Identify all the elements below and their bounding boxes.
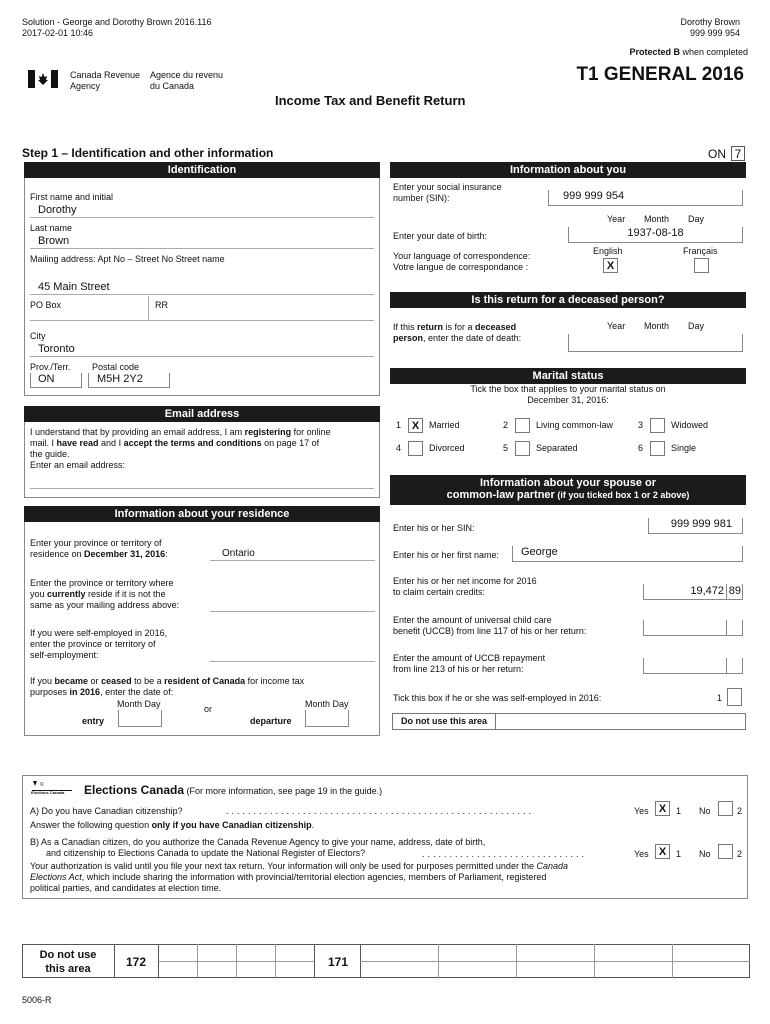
divider	[594, 944, 595, 978]
citizenship-question: A) Do you have Canadian citizenship?	[30, 806, 183, 816]
marital-option-number: 2	[503, 420, 509, 430]
departure-label: departure	[250, 716, 292, 726]
authorize-no-checkbox[interactable]	[718, 844, 733, 859]
cra-english: Canada Revenue Agency	[70, 70, 141, 91]
first-name-field[interactable]: Dorothy	[30, 204, 374, 218]
dob-label: Enter your date of birth:	[393, 231, 488, 241]
residence-q3: If you were self-employed in 2016, enter the province or territory of self-employment:	[30, 628, 168, 660]
datetime: 2017-02-01 10:46	[22, 28, 94, 38]
city-label: City	[30, 331, 46, 341]
leader-dots: ..............................	[422, 849, 588, 859]
marital-option-label: Single	[671, 443, 697, 453]
marital-checkbox-living-common-law[interactable]	[515, 418, 530, 433]
spouse-self-employed-checkbox[interactable]	[727, 688, 742, 706]
citizenship-yes-label: Yes	[634, 806, 649, 816]
divider	[672, 944, 673, 978]
residence-bar: Information about your residence	[24, 506, 380, 522]
deceased-bar: Is this return for a deceased person?	[390, 292, 746, 308]
email-field[interactable]	[30, 488, 374, 489]
citizenship-yes-checkbox[interactable]: X	[655, 801, 670, 816]
departure-month-day-label: Month Day	[305, 699, 349, 709]
divider	[114, 944, 115, 978]
marital-option-label: Married	[429, 420, 460, 430]
taxpayer-sin: 999 999 954	[689, 28, 740, 38]
language-label: Your language of correspondence: Votre langue de correspondance :	[393, 251, 531, 272]
cra-french: Agence du revenu du Canada	[150, 70, 224, 91]
spouse-self-employed-label: Tick this box if he or she was self-employed in 2016:	[393, 693, 602, 703]
spouse-sin-field[interactable]: 999 999 981	[648, 518, 743, 534]
elections-canada-logo: © Elections Canada	[30, 779, 75, 795]
svg-text:©: ©	[40, 782, 44, 788]
authorization-question-2: and citizenship to Elections Canada to update the National Register of Electors?	[46, 848, 366, 858]
spouse-first-name-label: Enter his or her first name:	[393, 550, 500, 560]
citizenship-follow-note: Answer the following question only if you have Canadian citizenship.	[30, 820, 315, 830]
divider	[360, 961, 750, 962]
divider	[516, 944, 517, 978]
citizenship-no-label: No	[699, 806, 711, 816]
spouse-sin-label: Enter his or her SIN:	[393, 523, 475, 533]
authorize-no-label: No	[699, 849, 711, 859]
current-province-field[interactable]	[210, 611, 375, 612]
leader-dots: ........................................................	[226, 806, 535, 816]
divider	[197, 944, 198, 978]
elections-title: Elections Canada (For more information, see page 19 in the guide.)	[84, 783, 383, 797]
spouse-income-field[interactable]: 19,472 89	[643, 584, 743, 600]
entry-month-day-label: Month Day	[117, 699, 161, 709]
marital-option-label: Separated	[536, 443, 578, 453]
marital-option-number: 4	[396, 443, 402, 453]
authorize-yes-label: Yes	[634, 849, 649, 859]
self-employment-province-field[interactable]	[210, 661, 375, 662]
spouse-income-label: Enter his or her net income for 2016 to claim certain credits:	[393, 576, 537, 597]
entry-label: entry	[82, 716, 105, 726]
departure-date-field[interactable]	[305, 710, 349, 727]
authorization-note: Your authorization is valid until you file your next tax return. Your information will only be used for purposes permitted under the Canada Elections Act, which include sharing the information with provincial/territorial election agencies, members of Parliament, registered political parties, and candidates at election time.	[30, 861, 568, 893]
dob-month-label: Month	[644, 214, 670, 224]
no-code: 2	[737, 806, 743, 816]
death-day-label: Day	[688, 321, 705, 331]
protected-label: Protected B when completed	[629, 47, 748, 57]
identification-bar: Identification	[24, 162, 380, 178]
marital-option-label: Widowed	[671, 420, 709, 430]
uccb-repayment-label: Enter the amount of UCCB repayment from line 213 of his or her return:	[393, 653, 546, 674]
postal-field[interactable]: M5H 2Y2	[88, 373, 170, 388]
last-name-field[interactable]: Brown	[30, 235, 374, 249]
spouse-dnu-area	[496, 713, 746, 730]
yes-code: 1	[676, 806, 682, 816]
marital-option-number: 3	[638, 420, 644, 430]
canada-flag-icon	[28, 70, 58, 88]
divider	[314, 944, 315, 978]
form-title: T1 GENERAL 2016	[576, 64, 744, 85]
death-year-label: Year	[607, 321, 626, 331]
residence-province-field[interactable]: Ontario	[210, 548, 375, 561]
last-name-label: Last name	[30, 223, 73, 233]
mailing-label: Mailing address: Apt No – Street No Street name	[30, 254, 225, 264]
marital-checkbox-separated[interactable]	[515, 441, 530, 456]
marital-checkbox-divorced[interactable]	[408, 441, 423, 456]
death-month-label: Month	[644, 321, 670, 331]
email-bar: Email address	[24, 406, 380, 422]
no-code: 2	[737, 849, 743, 859]
marital-option-number: 5	[503, 443, 509, 453]
authorization-question-1: B) As a Canadian citizen, do you authorize the Canada Revenue Agency to give your name, address, date of birth,	[30, 837, 486, 847]
deceased-text: If this return is for a deceased person, enter the date of death:	[393, 322, 522, 343]
po-box-label: PO Box	[30, 300, 62, 310]
entry-date-field[interactable]	[118, 710, 162, 727]
marital-bar: Marital status	[390, 368, 746, 384]
prov-field[interactable]: ON	[30, 373, 82, 388]
or-label: or	[204, 704, 213, 714]
english-label: English	[593, 246, 623, 256]
province-box: 7	[731, 146, 745, 161]
divider	[438, 944, 439, 978]
francais-checkbox[interactable]	[694, 258, 709, 273]
marital-option-label: Living common-law	[536, 420, 614, 430]
death-date-field[interactable]	[568, 334, 743, 352]
divider	[148, 296, 149, 320]
city-field[interactable]: Toronto	[30, 343, 374, 357]
solution-line: Solution - George and Dorothy Brown 2016.116	[22, 17, 212, 27]
yes-code: 1	[676, 849, 682, 859]
divider	[236, 944, 237, 978]
spouse-bar: Information about your spouse or common-law partner (if you ticked box 1 or 2 above)	[390, 475, 746, 505]
first-name-label: First name and initial	[30, 192, 114, 202]
rr-label: RR	[155, 300, 168, 310]
marital-option-label: Divorced	[429, 443, 465, 453]
taxpayer-name: Dorothy Brown	[680, 17, 740, 27]
authorize-yes-checkbox[interactable]: X	[655, 844, 670, 859]
marital-option-number: 6	[638, 443, 644, 453]
marital-option-number: 1	[396, 420, 402, 430]
info-about-you-bar: Information about you	[390, 162, 746, 178]
uccb-field[interactable]	[643, 620, 743, 636]
po-box-field[interactable]	[30, 320, 374, 321]
footer-dnu-label: Do not use this area	[39, 949, 97, 975]
citizenship-no-checkbox[interactable]	[718, 801, 733, 816]
residence-q4: If you became or ceased to be a resident of Canada for income tax purposes in 2016, enter the date of:	[30, 676, 305, 697]
email-consent-text: I understand that by providing an email address, I am registering for online mail. I have read and I accept the terms and conditions on page 17 of the guide. Enter an email address:	[30, 427, 331, 470]
form-number: 5006-R	[22, 995, 52, 1005]
postal-label: Postal code	[92, 362, 140, 372]
mailing-field[interactable]: 45 Main Street	[30, 281, 374, 295]
marital-checkbox-married[interactable]: X	[408, 418, 423, 433]
francais-label: Français	[683, 246, 718, 256]
marital-checkbox-single[interactable]	[650, 441, 665, 456]
residence-q2: Enter the province or territory where you currently reside if it is not the same as your mailing address above:	[30, 578, 180, 610]
dob-year-label: Year	[607, 214, 626, 224]
uccb-repayment-field[interactable]	[643, 658, 743, 674]
marital-instructions: Tick the box that applies to your marital status on December 31, 2016:	[470, 384, 666, 405]
prov-label: Prov./Terr.	[30, 362, 71, 372]
dob-field[interactable]: 1937-08-18	[568, 227, 743, 243]
residence-q1: Enter your province or territory of residence on December 31, 2016:	[30, 538, 168, 559]
dob-day-label: Day	[688, 214, 705, 224]
step1-title: Step 1 – Identification and other information	[22, 146, 274, 160]
form-subtitle: Income Tax and Benefit Return	[275, 93, 466, 108]
spouse-dnu-label: Do not use this area	[392, 713, 496, 730]
province-code: ON	[708, 147, 726, 161]
code-172: 172	[126, 955, 147, 969]
english-checkbox[interactable]: X	[603, 258, 618, 273]
marital-checkbox-widowed[interactable]	[650, 418, 665, 433]
spouse-first-name-field[interactable]: George	[512, 546, 743, 562]
uccb-label: Enter the amount of universal child care benefit (UCCB) from line 117 of his or her return:	[393, 615, 587, 636]
code-171: 171	[328, 955, 349, 969]
spouse-self-employed-num: 1	[717, 693, 723, 703]
divider	[275, 944, 276, 978]
sin-label: Enter your social insurance number (SIN):	[393, 182, 502, 203]
sin-field[interactable]: 999 999 954	[548, 190, 743, 206]
